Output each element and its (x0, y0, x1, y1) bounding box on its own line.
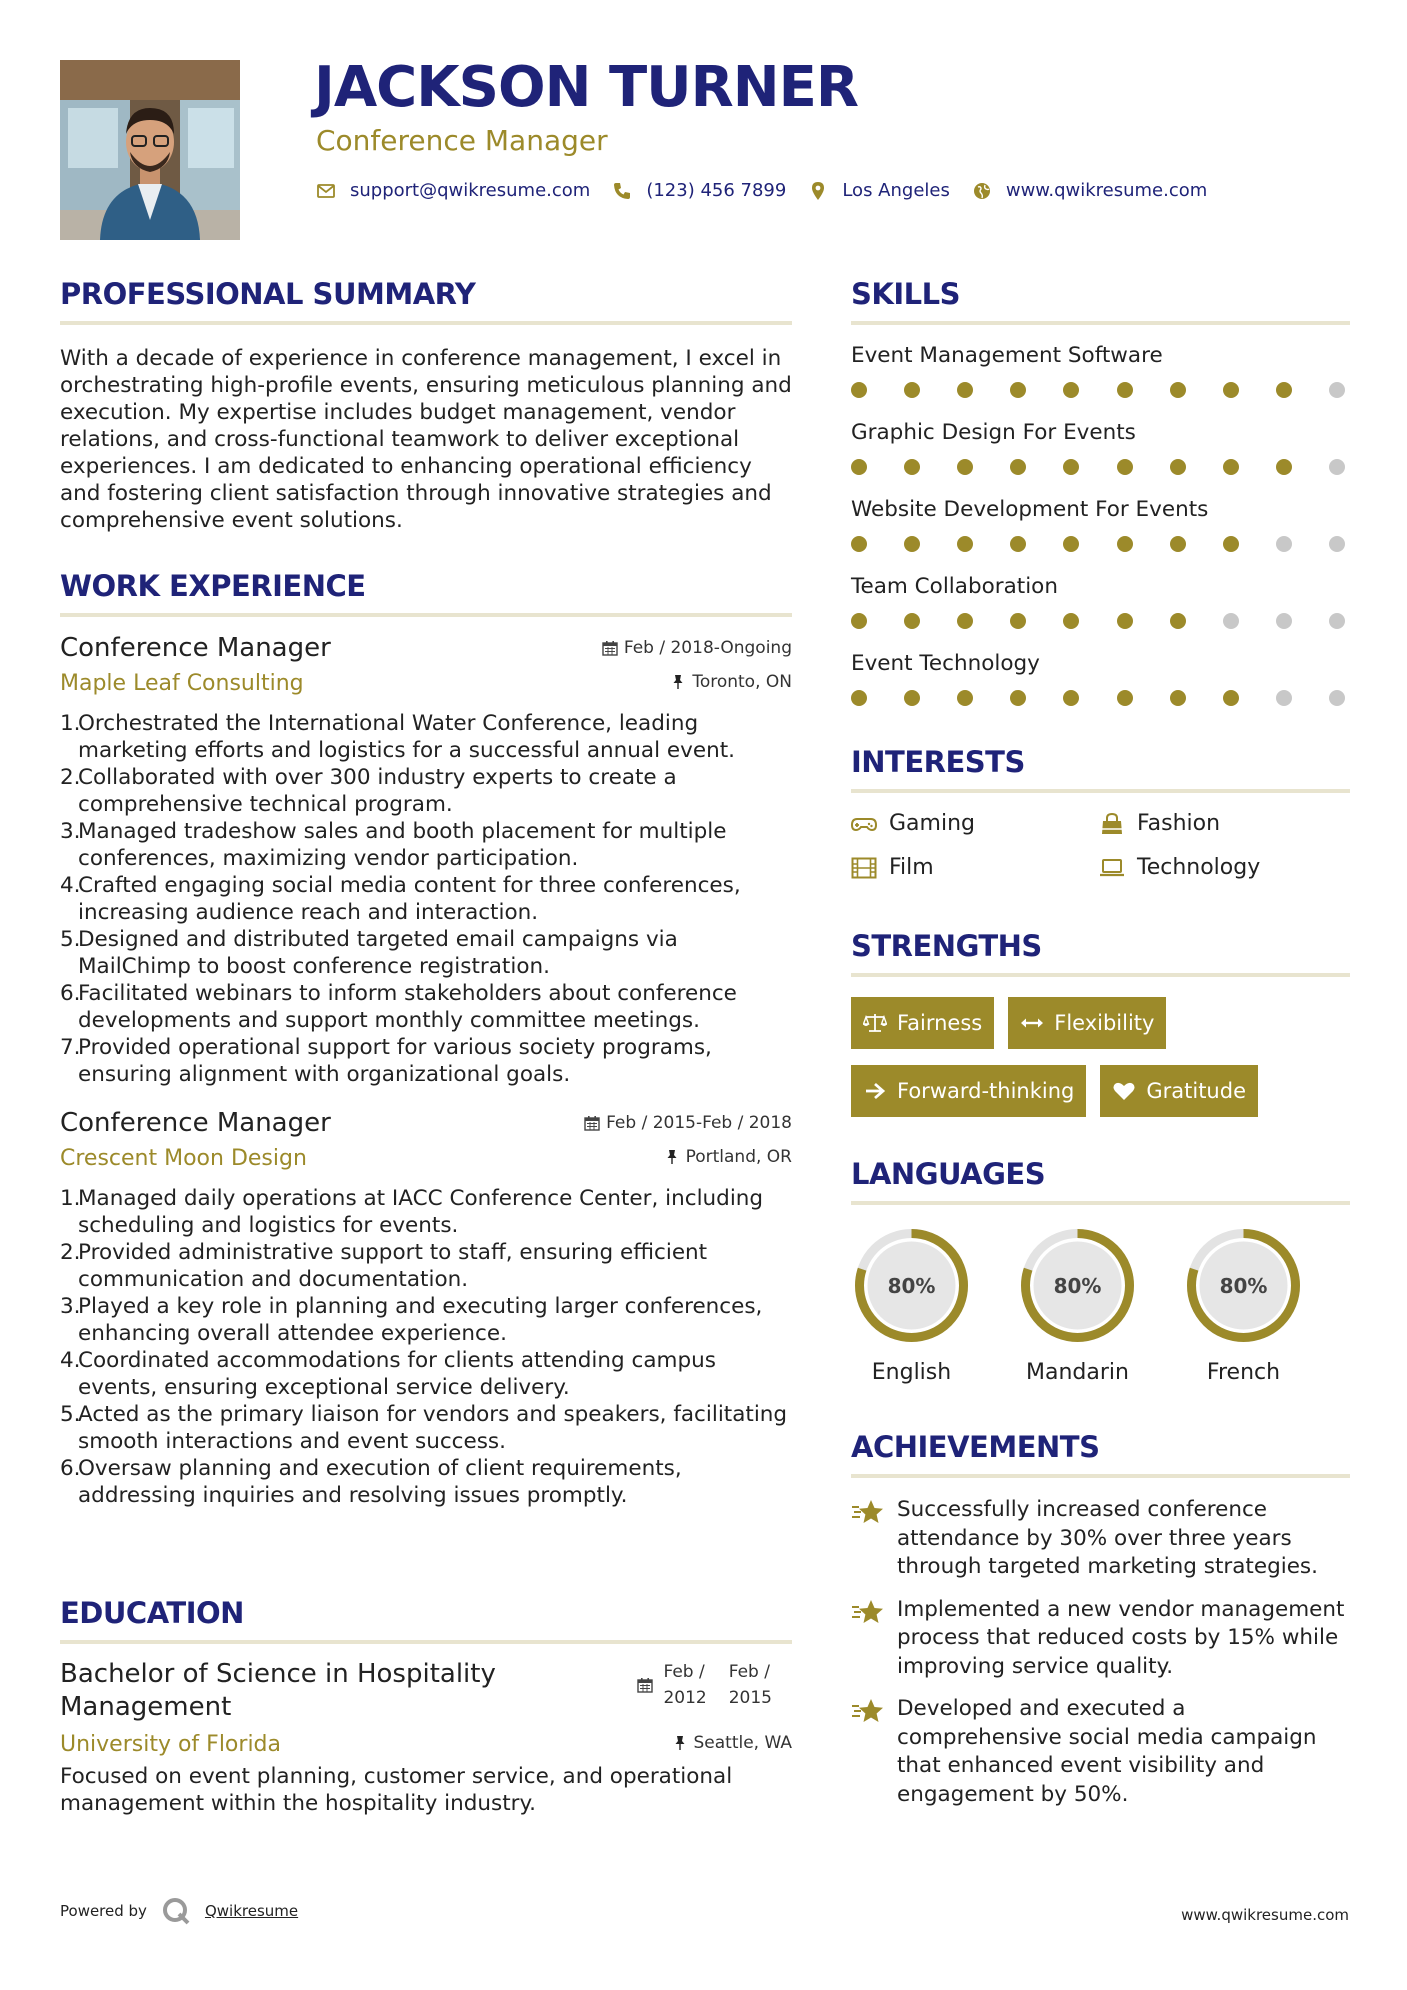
rating-dot-filled (851, 690, 867, 706)
arrows-horizontal-icon (1020, 1012, 1044, 1034)
rating-dot-filled (904, 536, 920, 552)
job-location (670, 672, 792, 692)
skill-row (851, 497, 1350, 552)
rating-dot-filled (1010, 382, 1026, 398)
skill-rating (851, 613, 1345, 629)
achievement-item: Implemented a new vendor management process that reduced costs by 15% while improving service quality. (851, 1596, 1350, 1682)
summary-text: With a decade of experience in conference management, I excel in orchestrating high-profile events, ensuring meticulous planning and execution. My expertise includes budget management, vendor relations, and cross-functional teamwork to deliver exceptional experiences. I am dedicated to enhancing operational efficiency and fostering client satisfaction through innovative strategies and comprehensive event solutions. (60, 346, 792, 533)
achievements-list (851, 1496, 1350, 1809)
profile-photo (60, 60, 240, 240)
interest-technology: Technology (1099, 855, 1347, 880)
list-item: 1. Orchestrated the International Water Conference, leading marketing efforts and logistics for a successful annual event. (60, 711, 735, 763)
rating-dot-filled (1170, 536, 1186, 552)
rating-dot-filled (1010, 690, 1026, 706)
skill-rating (851, 536, 1345, 552)
section-divider (60, 1640, 792, 1644)
list-item: 2. Provided administrative support to staff, ensuring efficient communication and documentation. (60, 1240, 708, 1292)
section-divider (851, 1201, 1350, 1205)
list-item: 5. Acted as the primary liaison for vendors and speakers, facilitating smooth interactions and event success. (60, 1402, 788, 1454)
language-name: Mandarin (1026, 1360, 1129, 1385)
interest-fashion: Fashion (1099, 811, 1347, 836)
rating-dot-filled (1010, 613, 1026, 629)
phone-number[interactable]: (123) 456 7899 (646, 180, 787, 201)
rating-dot-filled (957, 536, 973, 552)
star-award-icon (851, 1498, 885, 1528)
rating-dot-filled (1117, 459, 1133, 475)
interest-film: Film (851, 855, 1099, 880)
strengths-section (851, 929, 1350, 1117)
star-award-icon (851, 1598, 885, 1628)
shopping-bag-icon (1099, 813, 1125, 835)
job-title: Conference Manager (60, 633, 331, 663)
job-entry (60, 633, 792, 1088)
rating-dot-empty (1276, 690, 1292, 706)
language-name: French (1206, 1360, 1281, 1385)
summary-section (60, 277, 792, 534)
skills-section (851, 277, 1350, 706)
list-item: 4. Coordinated accommodations for clients attending campus events, ensuring exceptional service delivery. (60, 1348, 716, 1400)
balance-scale-icon (863, 1012, 887, 1034)
interests-section (851, 745, 1350, 880)
gamepad-icon (851, 813, 877, 835)
skill-rating (851, 690, 1345, 706)
list-item: 3. Played a key role in planning and executing larger conferences, enhancing overall attendee experience. (60, 1294, 763, 1346)
company-name: Maple Leaf Consulting (60, 671, 304, 696)
achievement-item: Developed and executed a comprehensive social media campaign that enhanced event visibility and engagement by 50%. (851, 1695, 1350, 1809)
laptop-icon (1099, 857, 1125, 879)
list-item: 7. Provided operational support for various society programs, ensuring alignment with organizational goals. (60, 1035, 712, 1087)
rating-dot-filled (851, 613, 867, 629)
film-icon (851, 857, 877, 879)
rating-dot-empty (1329, 613, 1345, 629)
skill-row (851, 651, 1350, 706)
company-name: Crescent Moon Design (60, 1146, 307, 1171)
job-bullets (60, 710, 792, 1088)
job-date-text: Feb / 2015-Feb / 2018 (606, 1113, 792, 1133)
job-location-text: Toronto, ON (692, 672, 792, 692)
rating-dot-filled (1170, 690, 1186, 706)
skill-name: Event Technology (851, 651, 1040, 676)
rating-dot-filled (1223, 459, 1239, 475)
experience-section (60, 569, 792, 1509)
rating-dot-filled (851, 459, 867, 475)
rating-dot-filled (1170, 613, 1186, 629)
languages-heading: LANGUAGES (851, 1157, 1046, 1191)
strength-tag-gratitude: Gratitude (1100, 1065, 1258, 1117)
strength-tag-forward-thinking: Forward-thinking (851, 1065, 1086, 1117)
skill-name: Graphic Design For Events (851, 420, 1136, 445)
rating-dot-filled (851, 382, 867, 398)
rating-dot-filled (1117, 536, 1133, 552)
skill-row (851, 343, 1350, 398)
footer-url[interactable]: www.qwikresume.com (1181, 1906, 1349, 1924)
language-percent: 80% (1053, 1273, 1102, 1298)
candidate-title: Conference Manager (316, 124, 608, 157)
rating-dot-filled (957, 690, 973, 706)
rating-dot-filled (1170, 459, 1186, 475)
rating-dot-filled (1223, 382, 1239, 398)
list-item: 3. Managed tradeshow sales and booth placement for multiple conferences, maximizing vendor participation. (60, 819, 727, 871)
section-divider (851, 1474, 1350, 1478)
rating-dot-filled (1223, 690, 1239, 706)
job-location-text: Portland, OR (685, 1147, 792, 1167)
rating-dot-filled (904, 459, 920, 475)
language-progress-ring (851, 1225, 972, 1346)
rating-dot-filled (957, 382, 973, 398)
language-percent: 80% (1219, 1273, 1268, 1298)
language-item (851, 1225, 972, 1385)
list-item: 4. Crafted engaging social media content for three conferences, increasing audience reach and interaction. (60, 873, 741, 925)
star-award-icon (851, 1697, 885, 1727)
job-entry (60, 1108, 792, 1509)
section-divider (851, 789, 1350, 793)
rating-dot-empty (1329, 536, 1345, 552)
rating-dot-filled (904, 382, 920, 398)
experience-heading: WORK EXPERIENCE (60, 569, 366, 603)
rating-dot-filled (1063, 536, 1079, 552)
skills-list (851, 343, 1350, 706)
website-link[interactable]: www.qwikresume.com (1005, 180, 1208, 201)
education-heading: EDUCATION (60, 1596, 244, 1630)
section-divider (60, 613, 792, 617)
envelope-icon (316, 181, 336, 201)
job-date (602, 638, 792, 658)
rating-dot-filled (957, 459, 973, 475)
rating-dot-empty (1276, 536, 1292, 552)
language-item (1017, 1225, 1138, 1385)
summary-heading: PROFESSIONAL SUMMARY (60, 277, 476, 311)
rating-dot-filled (1010, 536, 1026, 552)
achievements-heading: ACHIEVEMENTS (851, 1430, 1100, 1464)
pushpin-icon (670, 674, 686, 690)
rating-dot-empty (1329, 382, 1345, 398)
location-text: Los Angeles (842, 180, 950, 201)
language-percent: 80% (887, 1273, 936, 1298)
skill-row (851, 420, 1350, 475)
job-bullets (60, 1185, 792, 1509)
rating-dot-filled (1170, 382, 1186, 398)
section-divider (851, 321, 1350, 325)
language-progress-ring (1183, 1225, 1304, 1346)
skill-name: Team Collaboration (851, 574, 1058, 599)
list-item: 1. Managed daily operations at IACC Conference Center, including scheduling and logistics for events. (60, 1186, 764, 1238)
pushpin-icon (664, 1149, 680, 1165)
strengths-heading: STRENGTHS (851, 929, 1042, 963)
rating-dot-filled (851, 536, 867, 552)
skill-name: Event Management Software (851, 343, 1163, 368)
job-date-text: Feb / 2018-Ongoing (623, 638, 792, 658)
strength-tag-flexibility: Flexibility (1008, 997, 1166, 1049)
list-item: 6. Facilitated webinars to inform stakeholders about conference developments and support monthly committee meetings. (60, 981, 737, 1033)
calendar-icon (637, 1677, 653, 1693)
globe-icon (972, 181, 992, 201)
interests-list (851, 811, 1350, 880)
strength-tag-fairness: Fairness (851, 997, 994, 1049)
rating-dot-filled (1010, 459, 1026, 475)
candidate-name: JACKSON TURNER (314, 55, 859, 120)
rating-dot-filled (1063, 459, 1079, 475)
interests-heading: INTERESTS (851, 745, 1025, 779)
phone-icon (612, 181, 632, 201)
rating-dot-filled (1063, 613, 1079, 629)
interest-gaming: Gaming (851, 811, 1099, 836)
rating-dot-filled (904, 613, 920, 629)
arrow-right-icon (863, 1080, 887, 1102)
education-dates: Feb / 2012 Feb / 2015 (637, 1658, 792, 1712)
skills-heading: SKILLS (851, 277, 960, 311)
job-date (584, 1113, 792, 1133)
footer-powered-by: Powered by Qwikresume (60, 1896, 298, 1926)
rating-dot-empty (1329, 459, 1345, 475)
education-section (60, 1596, 792, 1817)
rating-dot-filled (904, 690, 920, 706)
skill-name: Website Development For Events (851, 497, 1209, 522)
rating-dot-filled (1276, 382, 1292, 398)
rating-dot-filled (1117, 690, 1133, 706)
strengths-list (851, 997, 1350, 1117)
rating-dot-filled (1063, 690, 1079, 706)
list-item: 2. Collaborated with over 300 industry experts to create a comprehensive technical program. (60, 765, 677, 817)
rating-dot-filled (1276, 459, 1292, 475)
languages-list (851, 1225, 1350, 1385)
list-item: 6. Oversaw planning and execution of client requirements, addressing inquiries and resolving issues promptly. (60, 1456, 682, 1508)
rating-dot-filled (957, 613, 973, 629)
rating-dot-filled (1063, 382, 1079, 398)
language-name: English (871, 1360, 952, 1385)
section-divider (851, 973, 1350, 977)
calendar-icon (602, 640, 618, 656)
achievements-section (851, 1430, 1350, 1823)
qwikresume-logo-icon (161, 1896, 191, 1926)
degree-title: Bachelor of Science in Hospitality Management (60, 1659, 496, 1722)
heart-icon (1112, 1080, 1136, 1102)
map-marker-icon (808, 181, 828, 201)
job-title: Conference Manager (60, 1108, 331, 1138)
section-divider (60, 321, 792, 325)
calendar-icon (584, 1115, 600, 1131)
school-name: University of Florida (60, 1732, 281, 1757)
skill-row (851, 574, 1350, 629)
rating-dot-filled (1117, 613, 1133, 629)
rating-dot-empty (1223, 613, 1239, 629)
pushpin-icon (672, 1735, 688, 1751)
education-location: Seattle, WA (672, 1733, 793, 1753)
email-link[interactable]: support@qwikresume.com (350, 180, 591, 201)
languages-section (851, 1157, 1350, 1385)
rating-dot-filled (1223, 536, 1239, 552)
achievement-item: Successfully increased conference attendance by 30% over three years through targeted marketing strategies. (851, 1496, 1350, 1582)
qwikresume-link[interactable]: Qwikresume (204, 1902, 299, 1920)
list-item: 5. Designed and distributed targeted email campaigns via MailChimp to boost conference registration. (60, 927, 678, 979)
education-description: Focused on event planning, customer service, and operational management within the hospitality industry. (60, 1764, 733, 1816)
language-item (1183, 1225, 1304, 1385)
rating-dot-empty (1329, 690, 1345, 706)
rating-dot-filled (1117, 382, 1133, 398)
language-progress-ring (1017, 1225, 1138, 1346)
job-location (664, 1147, 792, 1167)
rating-dot-empty (1276, 613, 1292, 629)
skill-rating (851, 459, 1345, 475)
contact-bar (316, 180, 1229, 201)
skill-rating (851, 382, 1345, 398)
